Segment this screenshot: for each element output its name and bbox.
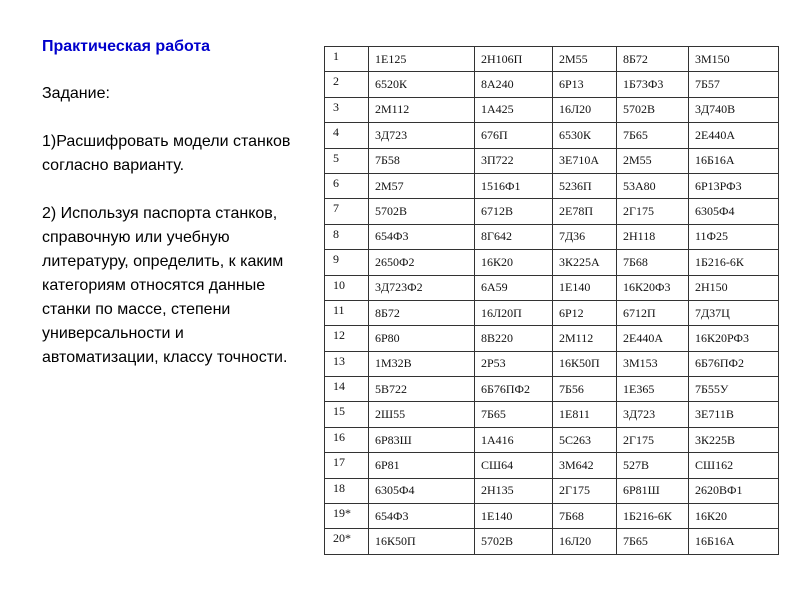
variant-number-cell: 2 [325,72,369,97]
machine-model-cell: 5702В [475,529,553,554]
machine-model-cell: 16К20Ф3 [617,275,689,300]
machine-model-cell: 3Е711В [689,402,779,427]
machine-model-cell: 16К20 [475,250,553,275]
machine-model-cell: 6712П [617,300,689,325]
table-row [325,351,779,376]
table-row [325,453,779,478]
machine-model-cell: 11Ф25 [689,224,779,249]
variant-number-cell: 1 [325,47,369,72]
task-label: Задание: [42,85,110,102]
machine-model-cell: 3Д723Ф2 [369,275,475,300]
machine-model-cell: 2Н106П [475,47,553,72]
variants-table-container [324,46,778,555]
machine-model-cell: 6305Ф4 [369,478,475,503]
machine-model-cell: 7Д36 [553,224,617,249]
machine-model-cell: 2Ш55 [369,402,475,427]
machine-model-cell: 2М112 [553,326,617,351]
machine-model-cell: 6Р83Ш [369,427,475,452]
machine-model-cell: 6Р81Ш [617,478,689,503]
machine-model-cell: СШ162 [689,453,779,478]
table-row [325,478,779,503]
variant-number-cell: 5 [325,148,369,173]
table-row [325,97,779,122]
variant-number-cell: 10 [325,275,369,300]
machine-model-cell: 3К225В [689,427,779,452]
variant-number-cell: 7 [325,199,369,224]
machine-model-cell: 3Д740В [689,97,779,122]
machine-model-cell: 3М150 [689,47,779,72]
machine-model-cell: 16К20РФ3 [689,326,779,351]
machine-model-cell: 6Р13РФ3 [689,173,779,198]
machine-model-cell: 2Р53 [475,351,553,376]
variant-number-cell: 19* [325,504,369,529]
machine-model-cell: 16Л20 [553,97,617,122]
machine-model-cell: 6712В [475,199,553,224]
machine-model-cell: 16Б16А [689,529,779,554]
machine-model-cell: 6305Ф4 [689,199,779,224]
machine-model-cell: 654Ф3 [369,504,475,529]
variant-number-cell: 15 [325,402,369,427]
variant-number-cell: 18 [325,478,369,503]
machine-model-cell: 2620ВФ1 [689,478,779,503]
table-row [325,402,779,427]
variants-table-body [325,47,779,555]
machine-model-cell: 676П [475,123,553,148]
machine-model-cell: 2М55 [617,148,689,173]
machine-model-cell: 6Р80 [369,326,475,351]
table-row [325,504,779,529]
machine-model-cell: 1Е811 [553,402,617,427]
machine-model-cell: 2М112 [369,97,475,122]
machine-model-cell: 8Б72 [617,47,689,72]
machine-model-cell: 7Б57 [689,72,779,97]
machine-model-cell: 3П722 [475,148,553,173]
machine-model-cell: 1516Ф1 [475,173,553,198]
machine-model-cell: 2Е440А [617,326,689,351]
machine-model-cell: 7Б68 [553,504,617,529]
machine-model-cell: 6Б76ПФ2 [689,351,779,376]
table-row [325,224,779,249]
variant-number-cell: 16 [325,427,369,452]
task-paragraph-1: 1)Расшифровать модели станков согласно варианту. [42,133,291,174]
machine-model-cell: 2Г175 [617,199,689,224]
machine-model-cell: 2Е78П [553,199,617,224]
table-row [325,123,779,148]
machine-model-cell: 2Н135 [475,478,553,503]
table-row [325,72,779,97]
machine-model-cell: 3М642 [553,453,617,478]
machine-model-cell: 7Б65 [617,123,689,148]
machine-model-cell: 7Б65 [475,402,553,427]
machine-model-cell: 7Д37Ц [689,300,779,325]
machine-model-cell: 7Б68 [617,250,689,275]
machine-model-cell: 2Н118 [617,224,689,249]
table-row [325,377,779,402]
machine-model-cell: 1Е365 [617,377,689,402]
machine-model-cell: 6А59 [475,275,553,300]
machine-model-cell: 8Г642 [475,224,553,249]
variant-number-cell: 12 [325,326,369,351]
machine-model-cell: 5В722 [369,377,475,402]
machine-model-cell: 527В [617,453,689,478]
table-row [325,199,779,224]
machine-model-cell: 5702В [369,199,475,224]
machine-model-cell: 6Р81 [369,453,475,478]
variant-number-cell: 4 [325,123,369,148]
table-row [325,275,779,300]
machine-model-cell: 6520К [369,72,475,97]
machine-model-cell: 6530К [553,123,617,148]
machine-model-cell: 8А240 [475,72,553,97]
machine-model-cell: 3М153 [617,351,689,376]
table-row [325,47,779,72]
variant-number-cell: 9 [325,250,369,275]
page-title: Практическая работа [42,38,211,55]
machine-model-cell: 2М55 [553,47,617,72]
machine-model-cell: 2М57 [369,173,475,198]
machine-model-cell: 1Б73Ф3 [617,72,689,97]
table-row [325,250,779,275]
machine-model-cell: 5702В [617,97,689,122]
machine-model-cell: 16К50П [369,529,475,554]
machine-model-cell: 7Б65 [617,529,689,554]
variant-number-cell: 8 [325,224,369,249]
machine-model-cell: 1Е125 [369,47,475,72]
machine-model-cell: 2Г175 [553,478,617,503]
table-row [325,148,779,173]
machine-model-cell: 1А416 [475,427,553,452]
machine-model-cell: 7Б58 [369,148,475,173]
machine-model-cell: 1Е140 [475,504,553,529]
machine-model-cell: 654Ф3 [369,224,475,249]
table-row [325,173,779,198]
machine-model-cell: 2650Ф2 [369,250,475,275]
machine-model-cell: 16Л20 [553,529,617,554]
machine-model-cell: 6Р12 [553,300,617,325]
task-panel [42,36,294,394]
machine-model-cell: 7Б55У [689,377,779,402]
variant-number-cell: 14 [325,377,369,402]
machine-model-cell: 6Р13 [553,72,617,97]
machine-model-cell: 1Б216-6К [689,250,779,275]
machine-model-cell: 8В220 [475,326,553,351]
task-paragraph-2: 2) Используя паспорта станков, справочную или учебную литературу, определить, к каким категориям относятся данные станки по массе, степени универсальности и автоматизации, классу точности. [42,205,288,366]
table-row [325,326,779,351]
machine-model-cell: 3Д723 [617,402,689,427]
machine-model-cell: 16К50П [553,351,617,376]
machine-model-cell: 8Б72 [369,300,475,325]
machine-model-cell: 1Б216-6К [617,504,689,529]
machine-model-cell: 1А425 [475,97,553,122]
variants-table [324,46,779,555]
variant-number-cell: 20* [325,529,369,554]
table-row [325,529,779,554]
machine-model-cell: 1М32В [369,351,475,376]
variant-number-cell: 17 [325,453,369,478]
machine-model-cell: 2Е440А [689,123,779,148]
machine-model-cell: 2Н150 [689,275,779,300]
machine-model-cell: 5С263 [553,427,617,452]
variant-number-cell: 3 [325,97,369,122]
variant-number-cell: 11 [325,300,369,325]
machine-model-cell: 3Д723 [369,123,475,148]
machine-model-cell: 3К225А [553,250,617,275]
machine-model-cell: 2Г175 [617,427,689,452]
table-row [325,427,779,452]
machine-model-cell: 6Б76ПФ2 [475,377,553,402]
machine-model-cell: 16Л20П [475,300,553,325]
machine-model-cell: 7Б56 [553,377,617,402]
machine-model-cell: 3Е710А [553,148,617,173]
machine-model-cell: СШ64 [475,453,553,478]
machine-model-cell: 5236П [553,173,617,198]
machine-model-cell: 53А80 [617,173,689,198]
machine-model-cell: 1Е140 [553,275,617,300]
machine-model-cell: 16Б16А [689,148,779,173]
variant-number-cell: 6 [325,173,369,198]
machine-model-cell: 16К20 [689,504,779,529]
table-row [325,300,779,325]
variant-number-cell: 13 [325,351,369,376]
